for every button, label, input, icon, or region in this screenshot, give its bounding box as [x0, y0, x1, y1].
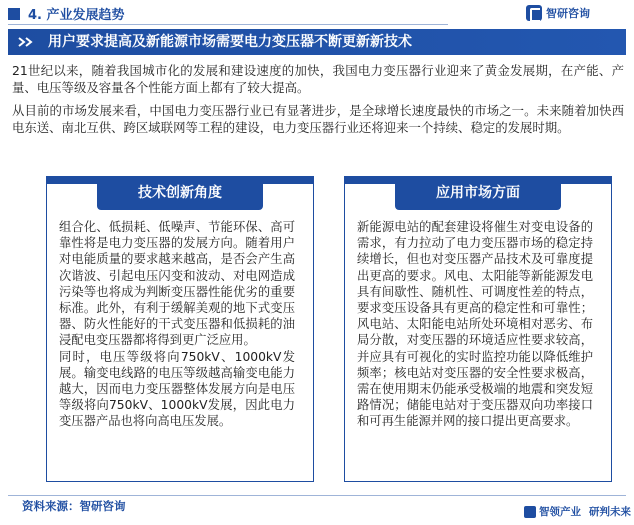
data-source: 资料来源：智研咨询: [22, 499, 126, 513]
card-title: 技术创新角度: [97, 176, 263, 210]
header-divider: [8, 24, 448, 25]
footer-slogan: [524, 504, 631, 519]
section-marker: [8, 8, 20, 20]
slogan-part-2: 研判未来: [589, 506, 631, 518]
footer-logo-icon: [524, 506, 536, 518]
card-paragraph: 组合化、低损耗、低噪声、节能环保、高可靠性将是电力变压器的发展方向。随着用户对电能质量的要求越来越高，是否会产生高次谐波、引起电压闪变和波动、对电网造成污染等也将成为判断变压器性能优劣的重要标准。此外，有利于缓解美观的地下式变压器、防火性能好的干式变压器和低损耗的油浸配电变压器都将得到更广泛应用。: [59, 220, 295, 348]
slogan-part-1: 智领产业: [539, 506, 581, 518]
intro-paragraph-2: 从目前的市场发展来看，中国电力变压器行业已有显著进步，是全球增长速度最快的市场之一。未来随着加快西电东送、南北互供、跨区域联网等工程的建设，电力变压器行业还将迎来一个持续、稳定的发展时期。: [12, 103, 624, 135]
intro-paragraph-1: 21世纪以来，随着我国城市化的发展和建设速度的加快，我国电力变压器行业迎来了黄金发展期，在产能、产量、电压等级及容量各个性能方面上都有了较大提高。: [12, 63, 624, 95]
card-paragraph: 新能源电站的配套建设将催生对变电设备的需求，有力拉动了电力变压器市场的稳定持续增长，但也对变压器产品技术及可靠度提出更高的要求。风电、太阳能等新能源发电具有间歇性、随机性、可调度性差的特点，要求变压设备具有更高的稳定性和可靠性；风电站、太阳能电站所处环境相对恶劣、布局分散，对变压器的环境适应性要求较高，并应具有可视化的实时监控功能以降低维护频率；核电站对变压器的安全性要求极高，需在使用期末仍能承受极端的地震和突发短路情况；储能电站对于变压器双向功率接口和可再生能源并网的接口提出更高要求。: [357, 220, 593, 429]
brand-logo-text: 智研咨询: [546, 7, 590, 20]
footer-divider: [8, 495, 626, 496]
section-title: 4. 产业发展趋势: [28, 8, 125, 23]
card-body: [357, 219, 593, 430]
card-body: [59, 219, 295, 430]
application-market-card: [344, 176, 612, 482]
card-paragraph: 同时，电压等级将向750kV、1000kV发展。输变电线路的电压等级越高输变电能力越大，因而电力变压器整体发展方向是电压等级将向750kV、1000kV发展，因此电力变压器产品也将向高电压发展。: [59, 349, 295, 429]
section-header: [0, 0, 634, 28]
brand-logo: [526, 4, 590, 22]
brand-logo-icon: [526, 5, 542, 21]
tech-innovation-card: [46, 176, 314, 482]
banner-title: 用户要求提高及新能源市场需要电力变压器不断更新新技术: [48, 34, 412, 50]
double-chevron-icon: [18, 37, 34, 47]
topic-banner: [8, 29, 626, 55]
card-title: 应用市场方面: [395, 176, 561, 210]
